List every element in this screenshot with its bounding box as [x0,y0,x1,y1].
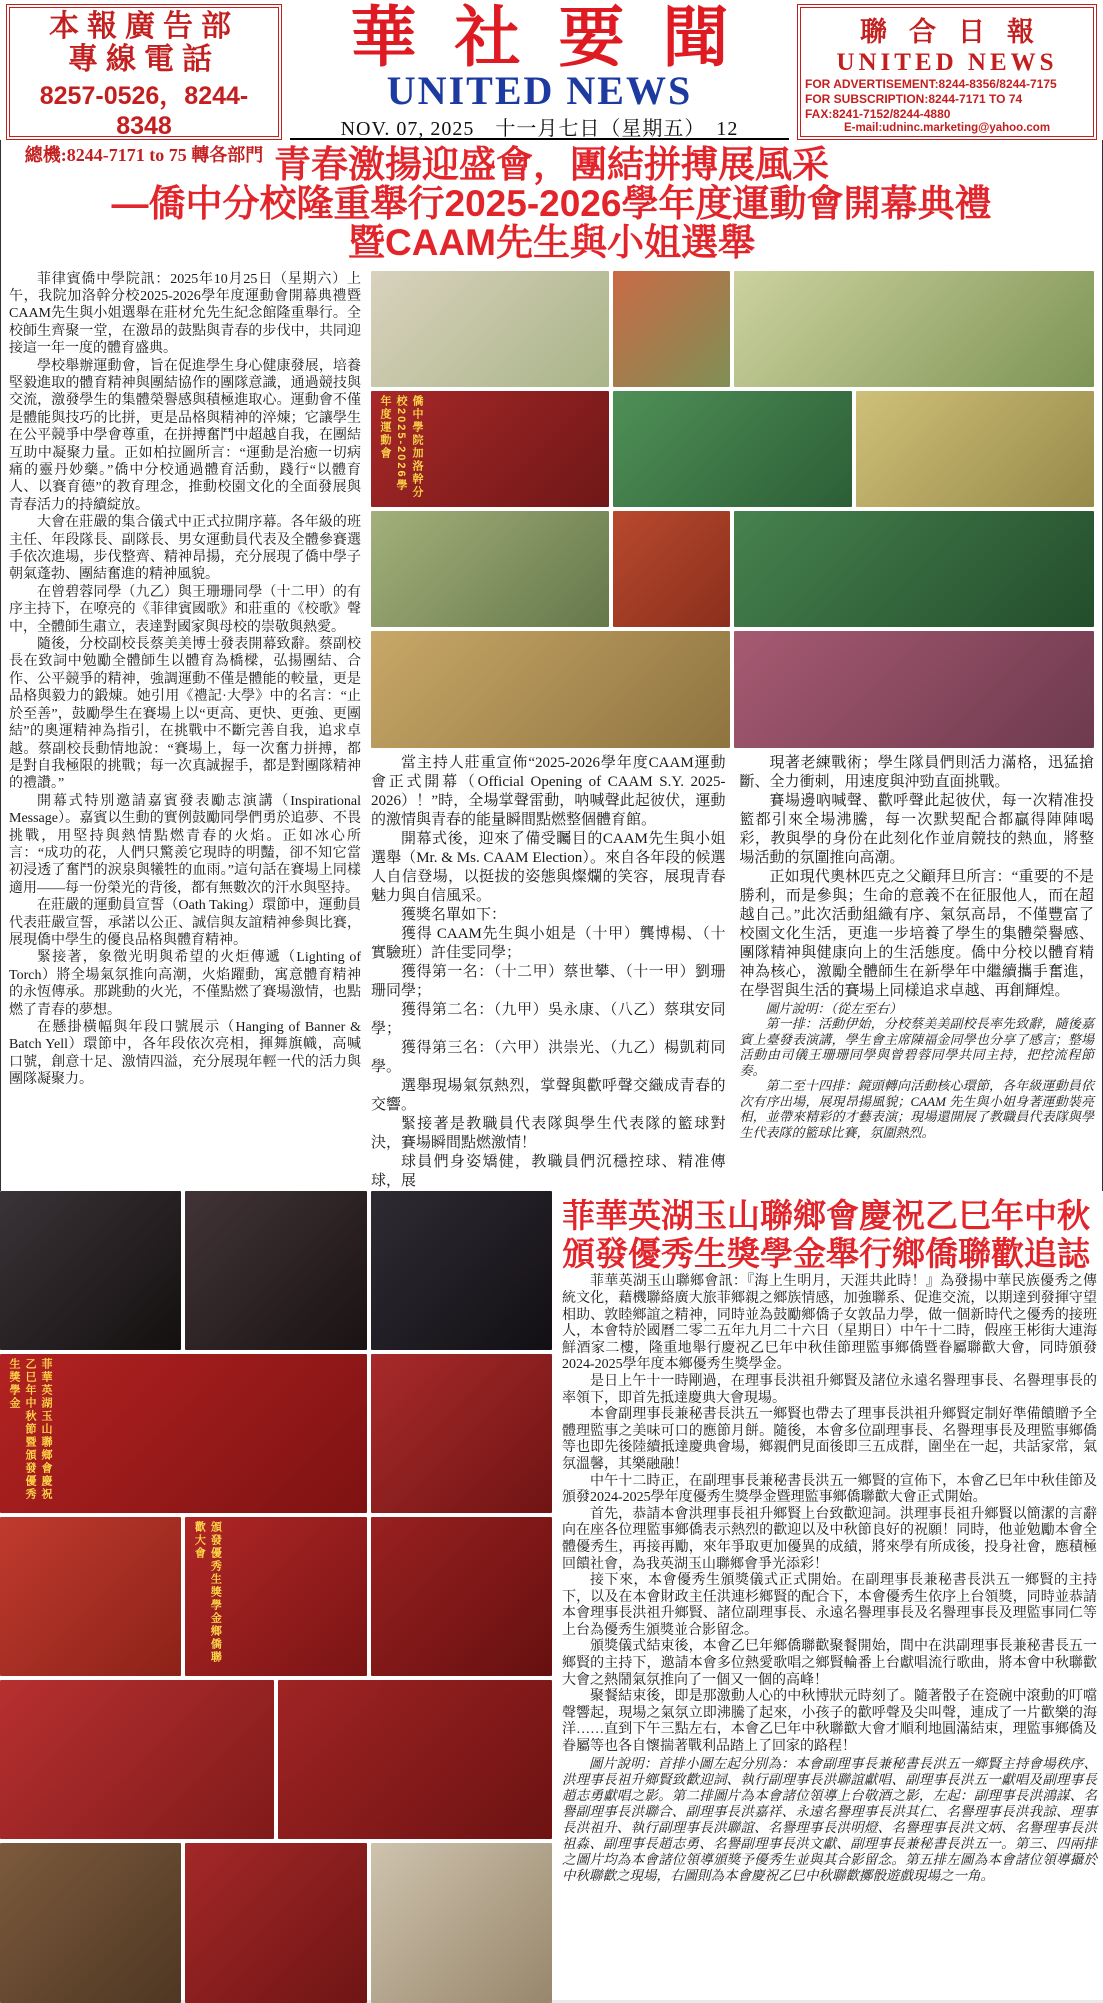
photo [0,1680,274,1839]
publisher-contact-box [797,4,1097,140]
photo [185,1191,366,1350]
paragraph: 菲律賓僑中學院訊：2025年10月25日（星期六）上午，我院加洛幹分校2025-2026學年度運動會開幕典禮暨CAAM先生與小姐選舉在莊材允先生紀念館隆重舉行。全校師生齊聚一堂，在激昂的鼓點與青春的步伐中，共同迎接這一年一度的體育盛典。 [9,271,361,357]
article1-column-middle [371,754,726,1191]
sports-photo-collage [371,271,1094,748]
photo [0,1843,181,2002]
photo [613,511,730,627]
paragraph: 聚餐結束後，即是那激動人心的中秋博狀元時刻了。隨著骰子在瓷碗中滾動的叮噹聲響起，現場之氣氛立即沸騰了起來，小孩子的歡呼聲及尖叫聲，連成了一片歡樂的海洋……直到下午三點左右，本會乙巳年中秋聯歡大會才順利地圓滿結束，理監事鄉僑及眷屬等也各自懷揣著戰利品踏上了回家的路程！ [562,1689,1097,1755]
article2-text-area [552,1191,1103,2003]
paragraph: 頒獎儀式結束後，本會乙巳年鄉僑聯歡聚餐開始，間中在洪副理事長兼秘書長五一鄉賢的主持下，邀請本會多位熱愛歌唱之鄉賢輪番上台獻唱流行歌曲，將本會中秋聯歡大會之熱鬧氣氛推向了一個又一個的高峰！ [562,1639,1097,1688]
photo-banner-text: 僑中學院加洛幹分校2025-2026學年度運動會 [379,394,423,499]
photo [185,1843,366,2002]
photo [613,391,851,507]
paragraph: 接下來，本會優秀生頒獎儀式正式開始。在副理事長兼秘書長洪五一鄉賢的主持下，以及在本會財政主任洪連杉鄉賢的配合下，本會優秀生依序上台領獎，同時並恭請本會理事長洪祖升鄉賢、諸位副理事長、永遠名譽理事長及名譽理事長及理監事同仁等上台為優秀生頒獎並合影留念。 [562,1573,1097,1638]
paragraph: 獲得第一名：（十二甲）蔡世攀、（十一甲）劉珊珊同學； [371,963,726,999]
article-mid-autumn [0,1191,1103,2003]
paper-name-chinese: 聯合日報 [860,17,1056,47]
advertising-phone-box [6,4,282,165]
paragraph: 賽場邊吶喊聲、歡呼聲此起彼伏，每一次精准投籃都引來全場沸騰，每一次默契配合都贏得陣陣喝彩，教與學的身份在此刻化作並肩競技的熱血，將整場活動的氛圍推向高潮。 [739,792,1094,866]
paragraph: —僑中分校隆重舉行2025-2026學年度運動會開幕典禮 [111,182,992,224]
photo [0,1191,181,1350]
photo [0,1354,367,1513]
paragraph: 獲獎名單如下： [401,906,507,923]
photo [371,511,609,627]
photo [856,391,1094,507]
paragraph: 選舉現場氣氛熱烈，掌聲與歡呼聲交織成青春的交響。 [371,1077,726,1113]
photo [371,391,609,507]
paragraph: 首先，恭請本會洪理事長祖升鄉賢上台致歡迎詞。洪理事長祖升鄉賢以簡潔的言辭向在座各位理監事鄉僑表示熱烈的歡迎以及中秋節良好的祝願！同時，他並勉勵本會全體優秀生，再接再勵，來年爭取更加優異的成績，將來學有所成後，投身社會，應積極回饋社會，為我英湖玉山聯鄉會爭光添彩！ [562,1506,1097,1572]
article2-paragraphs [562,1274,1097,1755]
paragraph: 在曾碧蓉同學（九乙）與王珊珊同學（十二甲）的有序主持下，在嘹亮的《菲律賓國歌》和莊重的《校歌》聲中，全體師生肅立，表達對國家與母校的崇敬與熱愛。 [9,584,361,635]
article1-col3-text [740,754,1095,1001]
paragraph: 菲華英湖玉山聯鄉會訊：『海上生明月，天涯共此時！』為發揚中華民族優秀之傳統文化，藉機聯絡廣大旅菲鄉親之鄉族情感，加強聯系、促進交流，以期達到發揮守望相助、敦睦鄉誼之精神，同時並為鼓勵鄉僑子女敦品力學，做一個新時代之優秀的接班人，本會特於國曆二零二五年九月二十六日（星期日）中午十二時，假座王彬街大連海鮮酒家二樓，隆重地舉行慶祝乙巳年中秋佳節理監事鄉僑暨眷屬聯歡大會，同時頒發2024-2025學年度本鄉優秀生獎學金。 [562,1274,1097,1373]
contact-lines [805,77,1089,122]
paragraph: 正如現代奧林匹克之父顧拜旦所言：“重要的不是勝利，而是參與；生命的意義不在征服他人，而在超越自己。”此次活動組織有序、氣氛高昂，不僅豐富了校園文化生活，更進一步培養了學生的集體榮譽感、團隊精神與健康向上的生活態度。僑中分校以體育精神為核心，激勵全體師生在新學年中繼續攜手奮進，在學習與生活的賽場上同樣追求卓越、再創輝煌。 [739,868,1094,999]
paragraph: 圖片說明：首排小圖左起分別為：本會副理事長兼秘書長洪五一鄉賢主持會場秩序、洪理事長祖升鄉賢致歡迎詞、執行副理事長洪聯誼獻唱、副理事長洪五一獻唱及副理事長趙志勇獻唱之影。第二排圖片為本會諸位領導上台敬酒之影，左起：副理事長洪鴻謀、名譽副理事長洪聯合、副理事長洪嘉祥、永遠名譽理事長洪其仁、名譽理事長洪我諒、理事長洪祖升、執行副理事長洪聯誼、名譽理事長洪明燈、名譽理事長洪文炳、名譽理事長洪祖淼、副理事長趙志勇、名譽副理事長洪文獻、副理事長兼秘書長洪五一。第三、四兩排之圖片均為本會諸位領導頒獎予優秀生並與其合影留念。第五排左圖為本會諸位領導攝於中秋聯歡之現場，右圖則為本會慶祝乙巳中秋聯歡擲骰遊戲現場之一角。 [562,1755,1097,1883]
paragraph: 大會在莊嚴的集合儀式中正式拉開序幕。各年級的班主任、年段隊長、副隊長、男女運動員代表及全體參賽選手依次進場，步伐整齊、精神昂揚，充分展現了僑中學子朝氣蓬勃、團結奮進的精神風貌。 [9,515,361,583]
paragraph: 隨後，分校副校長蔡美美博士發表開幕致辭。蔡副校長在致詞中勉勵全體師生以體育為橋樑，弘揚團結、合作、公平競爭的精神，強調運動不僅是體能的較量，更是品格與毅力的鍛煉。她引用《禮記·大學》中的名言：“止於至善”，鼓勵學生在賽場上以“更高、更快、更強、更團結”的奧運精神為指引，在挑戰中不斷完善自我，追求卓越。蔡副校長動情地說：“賽場上，每一次奮力拼搏，都是對自我極限的挑戰；每一次真誠握手，都是對團隊精神的禮讚。” [9,637,361,792]
paragraph: 獲得第二名：（九甲）吳永康、（八乙）蔡琪安同學； [371,1001,726,1037]
article2-photo-caption [562,1756,1097,1884]
article1-right-area [371,271,1094,1191]
paragraph: 圖片說明：（從左至右） [765,1000,903,1016]
paragraph: 頒發優秀生獎學金舉行鄉僑聯歡追誌 [562,1235,1090,1273]
article2-headline [562,1197,1097,1275]
article1-photo-captions [740,1001,1095,1141]
paragraph: 緊接著，象徵光明與希望的火炬傳遞（Lighting of Torch）將全場氣氛推向高潮，火焰躍動，寓意體育精神的永恆傳承。那跳動的火光，不僅點燃了賽場激情，也點燃了青春的夢想。 [9,950,361,1018]
photo [371,1517,552,1676]
paragraph: FOR ADVERTISEMENT:8244-8356/8244-7175 [805,77,1057,91]
date-page-line: NOV. 07, 2025 十一月七日（星期五） 12 [340,118,739,140]
banquet-photo-area [0,1191,552,2003]
paper-name-english: UNITED NEWS [836,49,1058,76]
article2-body [562,1274,1097,1883]
photo [371,1354,552,1513]
paragraph: 學校舉辦運動會，旨在促進學生身心健康發展，培養堅毅進取的體育精神與團結協作的團隊意識，通過競技與交流，激發學生的集體榮譽感與積極進取心。運動會不僅是體能與技巧的比拼，更是品格與精神的淬煉；它讓學生在公平競爭中學會尊重，在拼搏奮鬥中超越自我，在團結互助中凝聚力量。正如柏拉圖所言：“運動是治癒一切病痛的靈丹妙藥。”僑中分校通過體育活動，踐行“以體育人、以賽育德”的教育理念，推動校園文化的全面發展與青春活力的持續綻放。 [9,358,361,513]
paragraph: 菲華英湖玉山聯鄉會慶祝乙巳年中秋 [562,1196,1090,1234]
article1-bottom-columns [371,754,1094,1191]
ad-dept-line2: 專線電話 [68,43,220,76]
photo [371,631,730,747]
banquet-photo-collage [0,1191,552,2003]
article1-column-right [740,754,1095,1191]
paragraph: 獲得 CAAM先生與小姐是（十甲）龔博楊、（十實驗班）許佳雯同學； [371,925,726,961]
photo [371,1843,552,2002]
paragraph: FOR SUBSCRIPTION:8244-7171 TO 74 [805,92,1023,106]
paragraph: 第一排：活動伊始，分校蔡美美副校長率先致辭，隨後嘉賓上臺發表演講，學生會主席陳福金同學也分享了感言；整場活動由司儀王珊珊同學與曾碧蓉同學共同主持，把控流程節奏。 [739,1016,1094,1078]
photo [371,1191,552,1350]
paragraph: 開幕式特別邀請嘉賓發表勵志演講（Inspirational Message）。嘉賓以生動的實例鼓勵同學們勇於追夢、不畏挑戰，用堅持與熱情點燃青春的火焰。正如冰心所言：“成功的花，人們只驚羨它現時的明豔，卻不知它當初浸透了奮鬥的淚泉與犧牲的血雨。”這句話在賽場上同樣適用——每一份榮光的背後，都有無數次的汗水與堅持。 [9,793,361,896]
photo-banner-text: 菲華英湖玉山聯鄉會慶祝乙巳年中秋節暨頒發優秀生獎學金 [8,1357,52,1501]
photo [613,271,730,387]
photo [371,271,609,387]
masthead-center [290,4,789,140]
paragraph: 中午十二時正，在副理事長兼秘書長洪五一鄉賢的宣佈下，本會乙巳年中秋佳節及頒發2024-2025學年度優秀生獎學金暨理監事鄉僑聯歡大會正式開始。 [562,1473,1097,1506]
paragraph: 暨CAAM先生與小姐選舉 [348,221,755,263]
paragraph: 第二至十四排：鏡頭轉向活動核心環節，各年級運動員依次有序出場，展現昂揚風貌；CAAM 先生與小姐身著運動裝亮相，並帶來精彩的才藝表演；現場還開展了教職員代表隊與學生代表隊的籃球比賽，氛圍熱烈。 [739,1078,1094,1140]
photo [185,1517,366,1676]
article-sports-meet [0,140,1103,1191]
photo [734,631,1094,747]
photo [278,1680,552,1839]
photo [0,1517,181,1676]
paragraph: 緊接著是教職員代表隊與學生代表隊的籃球對決，賽場瞬間點燃激情！ [371,1115,726,1151]
article1-column-left [9,271,361,1191]
section-title-english: UNITED NEWS [386,68,693,113]
paragraph: 青春激揚迎盛會，團結拼搏展風采 [274,144,829,185]
paragraph: 球員們身姿矯健，教職員們沉穩控球、精准傳球，展 [371,1153,726,1189]
paragraph: 在莊嚴的運動員宣誓（Oath Taking）環節中，運動員代表莊嚴宣誓，承諾以公正、誠信與友誼精神參與比賽，展現僑中學生的優良品格與體育精神。 [9,898,361,948]
ad-phone-numbers: 8257-0526，8244-8348 [39,82,249,140]
ad-dept-line1: 本報廣告部 [49,10,239,43]
photo-banner-text: 頒發優秀生獎學金鄉僑聯歡大會 [193,1520,222,1664]
paragraph: 在懸掛橫幅與年段口號展示（Hanging of Banner & Batch Yell）環節中，各年段依次亮相，揮舞旗幟，高喊口號，創意十足、激情四溢，充分展現年輕一代的活力與團隊凝聚力。 [9,1020,361,1088]
paragraph: 是日上午十一時剛過，在理事長洪祖升鄉賢及諸位永遠名譽理事長、名譽理事長的率領下，即首先抵達慶典大會現場。 [562,1373,1097,1406]
paragraph: 現著老練戰術；學生隊員們則活力滿格，迅猛搶斷、全力衝刺，用速度與沖勁直面挑戰。 [739,754,1094,790]
photo [734,511,1094,627]
photo [734,271,1094,387]
article1-body [1,267,1102,1191]
operator-line: 總機:8244-7171 to 75 轉各部門 [24,145,264,165]
paragraph: 獲得第三名：（六甲）洪崇光、（九乙）楊凱莉同學。 [371,1039,726,1075]
paragraph: 開幕式後，迎來了備受矚目的CAAM先生與小姐選舉（Mr. & Ms. CAAM Election）。來自各年段的候選人自信登場，以挺拔的姿態與燦爛的笑容，展現青春魅力與自信風采。 [371,830,726,904]
email-line: E-mail:udninc.marketing@yahoo.com [843,122,1051,134]
section-title-chinese: 華社要聞 [350,2,767,75]
paragraph: 當主持人莊重宣佈“2025-2026學年度CAAM運動會正式開幕（Official Opening of CAAM S.Y. 2025-2026）！”時，全場掌聲雷動，呐喊聲此起彼伏，運動的激情與青春的能量瞬間點燃整個體育館。 [371,754,726,828]
paragraph: 本會副理事長兼秘書長洪五一鄉賢也帶去了理事長洪祖升鄉賢定制好準備饋贈予全體理監事之美味可口的應節月餅。隨後，本會多位副理事長、名譽理事長及理監事鄉僑等也即先後陸續抵達慶典會場，鄉親們見面後即三五成群，圍坐在一起，共話家常，氣氛溫馨，其樂融融！ [562,1407,1097,1472]
paragraph: FAX:8241-7152/8244-4880 [805,107,951,121]
